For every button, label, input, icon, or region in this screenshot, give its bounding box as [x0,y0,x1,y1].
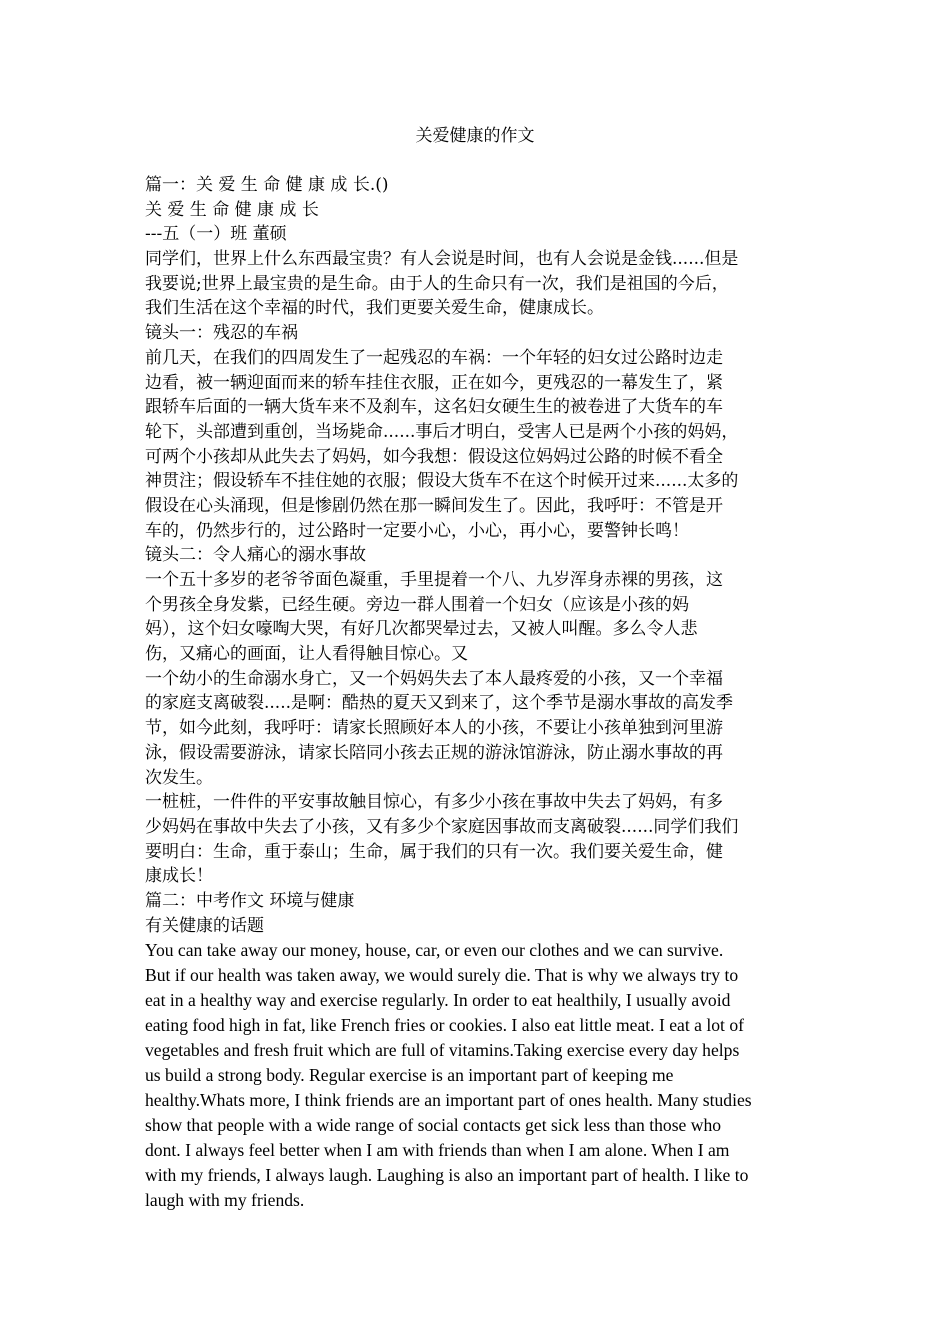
paragraph-line: 妈），这个妇女嚎啕大哭，有好几次都哭晕过去，又被人叫醒。多么令人悲 [145,619,698,640]
section2-heading: 篇二：中考作文 环境与健康 [145,890,355,911]
section1-heading: 篇一：关 爱 生 命 健 康 成 长.() [145,175,389,195]
paragraph-line: 可两个小孩却从此失去了妈妈，如今我想：假设这位妈妈过公路的时候不看全 [145,446,723,467]
paragraph-line: 一个五十多岁的老爷爷面色凝重，手里提着一个八、九岁浑身赤裸的男孩，这 [145,570,723,590]
paragraph-line: 我要说;世界上最宝贵的是生命。由于人的生命只有一次，我们是祖国的今后， [145,273,729,294]
english-line: us build a strong body. Regular exercise is an important part of keeping me [145,1065,674,1086]
paragraph-line: 节，如今此刻，我呼吁：请家长照顾好本人的小孩，不要让小孩单独到河里游 [145,718,723,739]
english-line: laugh with my friends. [145,1190,305,1211]
paragraph-line: 假设在心头涌现，但是惨剧仍然在那一瞬间发生了。因此，我呼吁：不管是开 [145,495,723,516]
paragraph-line: 我们生活在这个幸福的时代，我们更要关爱生命，健康成长。 [145,298,604,319]
paragraph-line: 前几天，在我们的四周发生了一起残忍的车祸：一个年轻的妇女过公路时边走 [145,347,723,368]
section1-subtitle: 关 爱 生 命 健 康 成 长 [145,199,319,220]
section-heading: 镜头二：令人痛心的溺水事故 [145,545,366,566]
section1-author: ---五（一）班 董硕 [145,224,287,245]
paragraph-line: 的家庭支离破裂.....是啊：酷热的夏天又到来了，这个季节是溺水事故的高发季 [145,693,734,714]
english-line: show that people with a wide range of social contacts get sick less than those who [145,1115,722,1136]
english-essay [145,938,810,1213]
english-line: with my friends, I always laugh. Laughing is also an important part of health. I like to [145,1165,749,1186]
english-line: dont. I always feel better when I am with friends than when I am alone. When I am [145,1140,730,1161]
paragraph-line: 轮下，头部遭到重创，当场毙命......事后才明白，受害人已是两个小孩的妈妈， [145,421,739,442]
english-line: vegetables and fresh fruit which are full of vitamins.Taking exercise every day helps [145,1040,740,1061]
paragraph-line: 车的，仍然步行的，过公路时一定要小心，小心，再小心，要警钟长鸣！ [145,520,689,541]
paragraph-line: 同学们，世界上什么东西最宝贵？有人会说是时间，也有人会说是金钱......但是 [145,249,739,270]
paragraph-line: 个男孩全身发紫，已经生硬。旁边一群人围着一个妇女（应该是小孩的妈 [145,594,689,615]
english-line: eating food high in fat, like French fries or cookies. I also eat little meat. I eat a lot of [145,1015,744,1036]
paragraph-line: 康成长！ [145,866,213,887]
paragraph-line: 边看，被一辆迎面而来的轿车挂住衣服，正在如今，更残忍的一幕发生了，紧 [145,372,723,393]
document-title: 关爱健康的作文 [415,126,535,146]
paragraph-line: 一桩桩，一件件的平安事故触目惊心，有多少小孩在事故中失去了妈妈，有多 [145,792,723,813]
section-heading: 镜头一：残忍的车祸 [145,323,298,344]
english-line: healthy.Whats more, I think friends are an important part of ones health. Many studies [145,1090,752,1111]
paragraph-line: 要明白：生命，重于泰山；生命，属于我们的只有一次。我们要关爱生命，健 [145,841,723,862]
english-line: But if our health was taken away, we would surely die. That is why we always try to [145,965,739,986]
paragraph-line: 泳，假设需要游泳，请家长陪同小孩去正规的游泳馆游泳，防止溺水事故的再 [145,742,723,763]
paragraph-line: 次发生。 [145,767,213,788]
english-line: eat in a healthy way and exercise regularly. In order to eat healthily, I usually avoid [145,990,731,1011]
section2-subtitle: 有关健康的话题 [145,915,264,936]
paragraph-line: 神贯注；假设轿车不挂住她的衣服；假设大货车不在这个时候开过来......太多的 [145,471,739,492]
english-line: You can take away our money, house, car, or even our clothes and we can survive. [145,940,724,961]
paragraph-line: 跟轿车后面的一辆大货车来不及刹车，这名妇女硬生生的被卷进了大货车的车 [145,397,723,418]
paragraph-line: 伤，又痛心的画面，让人看得触目惊心。又 [145,644,468,665]
document-body [145,173,810,1213]
paragraph-line: 一个幼小的生命溺水身亡，又一个妈妈失去了本人最疼爱的小孩，又一个幸福 [145,668,723,689]
paragraph-line: 少妈妈在事故中失去了小孩，又有多少个家庭因事故而支离破裂......同学们我们 [145,816,739,837]
